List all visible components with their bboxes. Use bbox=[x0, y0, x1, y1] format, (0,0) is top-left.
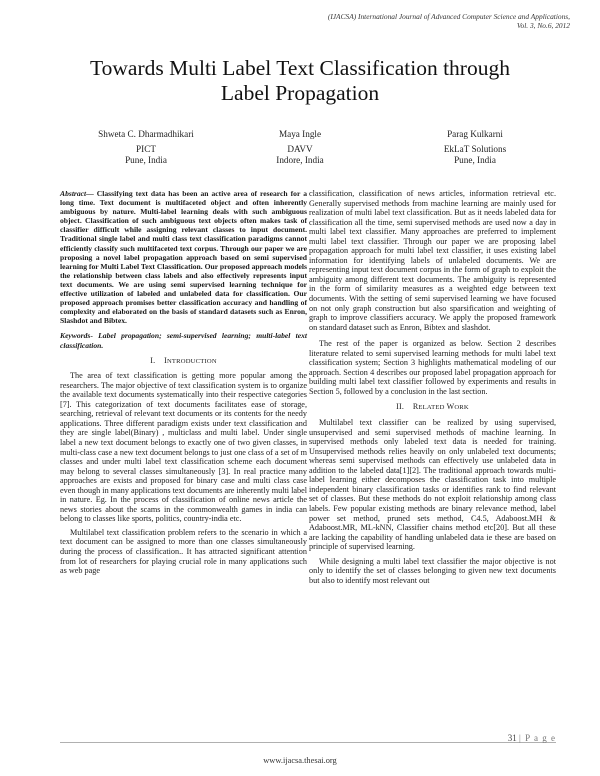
keywords: Keywords- Label propagation; semi-supervised learning; multi-label text classification. bbox=[60, 331, 307, 350]
right-paragraph-1: classification, classification of news articles, information retrieval etc. Generally supervised methods from machine learning are mainly used for realization of multi label text classification. But as it needs labeled data for classification all the time, semi supervised methods are used now a day in multi label text classifier. Many approaches are preferred to implement multi label text classifier. Through our paper we are proposing label propagation approach for multi label text classifier, it uses existing label information for identifying labels of unlabeled documents. We are representing input text document corpus in the form of graph to exploit the ambiguity among different text documents. The ambiguity is represented in the form of similarity measures as a weighted edge between text documents. With the setting of semi supervised learning we have focused on not only graph construction but also sparsification and weighting of graph to improve classifiers accuracy. We apply the proposed framework on standard dataset such as Enron, Bibtex and slashdot. bbox=[309, 189, 556, 332]
author-name: Shweta C. Dharmadhikari bbox=[98, 129, 194, 139]
journal-url: www.ijacsa.thesai.org bbox=[263, 756, 337, 765]
left-column bbox=[60, 189, 307, 576]
page-number: 31 | P a g e bbox=[507, 733, 556, 743]
author-org: DAVV bbox=[287, 144, 313, 154]
abstract bbox=[60, 189, 307, 325]
section-heading-related-work: II. RELATED WORK bbox=[396, 402, 469, 412]
abstract-text: — Classifying text data has been an active area of research for a long time. Text document is multifaceted object and often inherently ambiguous by nature. Multi-label learning deals with such ambiguous object. Classification of such ambiguous text objects often makes task of classifier difficult while assigning relevant classes to input document. Traditional single label and multi class text classification paradigms cannot efficiently classify such multifaceted text corpus. Through our paper we are proposing a novel label propagation approach based on semi supervised learning for Multi Label Text Classification. Our proposed approach models the relationship between class labels and also effectively represents input text documents. We are using semi supervised learning technique for effective utilization of labeled and unlabeled data for classification. Our proposed approach promises better classification accuracy and handling of complexity and elaborated on the basis of standard datasets such as Enron, Slashdot and Bibtex. bbox=[60, 189, 307, 326]
author-place: Pune, India bbox=[454, 155, 496, 165]
paper-title bbox=[40, 56, 560, 106]
journal-line-1: (IJACSA) International Journal of Advanced Computer Science and Applications, bbox=[327, 12, 570, 21]
author-org: EkLaT Solutions bbox=[443, 144, 507, 154]
right-column bbox=[309, 189, 556, 585]
related-work-paragraph-1: Multilabel text classifier can be realized by using supervised, unsupervised and semi supervised methods of machine learning. In supervised methods only labeled text data is needed for training. Unsupervised methods relies heavily on only unlabeled text documents; whereas semi supervised methods can effectively use unlabeled data in addition to the labeled data[1][2]. The traditional approach towards multi-label learning either decomposes the classification task into multiple independent binary classification tasks or identifies rank to find relevant set of classes. But these methods do not exploit relationship among class labels. Few popular existing methods are binary relevance method, label power set method, pruned sets method, C4.5, Adaboost.MH & Adaboost.MR, ML-kNN, Classifier chains method etc[20]. But all these are lacking the capability of handling unlabeled data ie these are based on principle of supervised learning. bbox=[309, 418, 556, 552]
author-place: Pune, India bbox=[125, 155, 167, 165]
journal-line-2: Vol. 3, No.6, 2012 bbox=[516, 21, 570, 30]
footer-divider bbox=[60, 742, 556, 743]
author-place: Indore, India bbox=[276, 155, 324, 165]
author-name: Maya Ingle bbox=[278, 129, 322, 139]
author-1 bbox=[66, 129, 226, 166]
author-name: Parag Kulkarni bbox=[447, 129, 503, 139]
intro-paragraph-2: Multilabel text classification problem refers to the scenario in which a text document can be assigned to more than one classes simultaneously during the process of classification.. It has attracted significant attention from lot of researchers for playing crucial role in many applications such as web page bbox=[60, 527, 307, 576]
right-paragraph-2: The rest of the paper is organized as below. Section 2 describes literature related to semi supervised learning methods for multi label text classification system; Section 3 highlights mathematical modeling of our approach. Section 4 describes our proposed label propagation approach for building multi label text classifier followed by experiments and results in Section 5, followed by a conclusion in the last section. bbox=[309, 339, 556, 396]
journal-header bbox=[230, 12, 570, 30]
title-line-2: Label Propagation bbox=[220, 81, 380, 105]
author-3 bbox=[395, 129, 555, 166]
author-2 bbox=[220, 129, 380, 166]
abstract-label: Abstract bbox=[60, 189, 87, 198]
related-work-paragraph-2: While designing a multi label text classifier the major objective is not only to identify the set of classes belonging to given new text documents but also to identify most relevant out bbox=[309, 556, 556, 585]
section-heading-introduction: I. INTRODUCTION bbox=[150, 355, 217, 365]
intro-paragraph-1: The area of text classification is getting more popular among the researchers. The major objective of text classification system is to organize the available text documents systematically into their respective categories [7]. This categorization of text documents facilitates ease of storage, searching, retrieval of relevant text documents or its contents for the needy applications. Three different paradigm exists under text classification and they are single label(Binary) , multiclass and multi label. Under single label a new text document belongs to exactly one of two given classes, in multi-class case a new text document belongs to just one class of a set of m classes and under multi label text classification scheme each document may belong to several classes simultaneously [3]. In real practice many approaches are exists and proposed for binary case and multi class case even though in many applications text documents are inherently multi label in nature. Eg. In the process of classification of online news article the news stories about the scams in the commonwealth games in india can belong to classes like sports, politics, country-india etc. bbox=[60, 371, 307, 524]
title-line-1: Towards Multi Label Text Classification through bbox=[90, 56, 510, 80]
author-org: PICT bbox=[136, 144, 156, 154]
